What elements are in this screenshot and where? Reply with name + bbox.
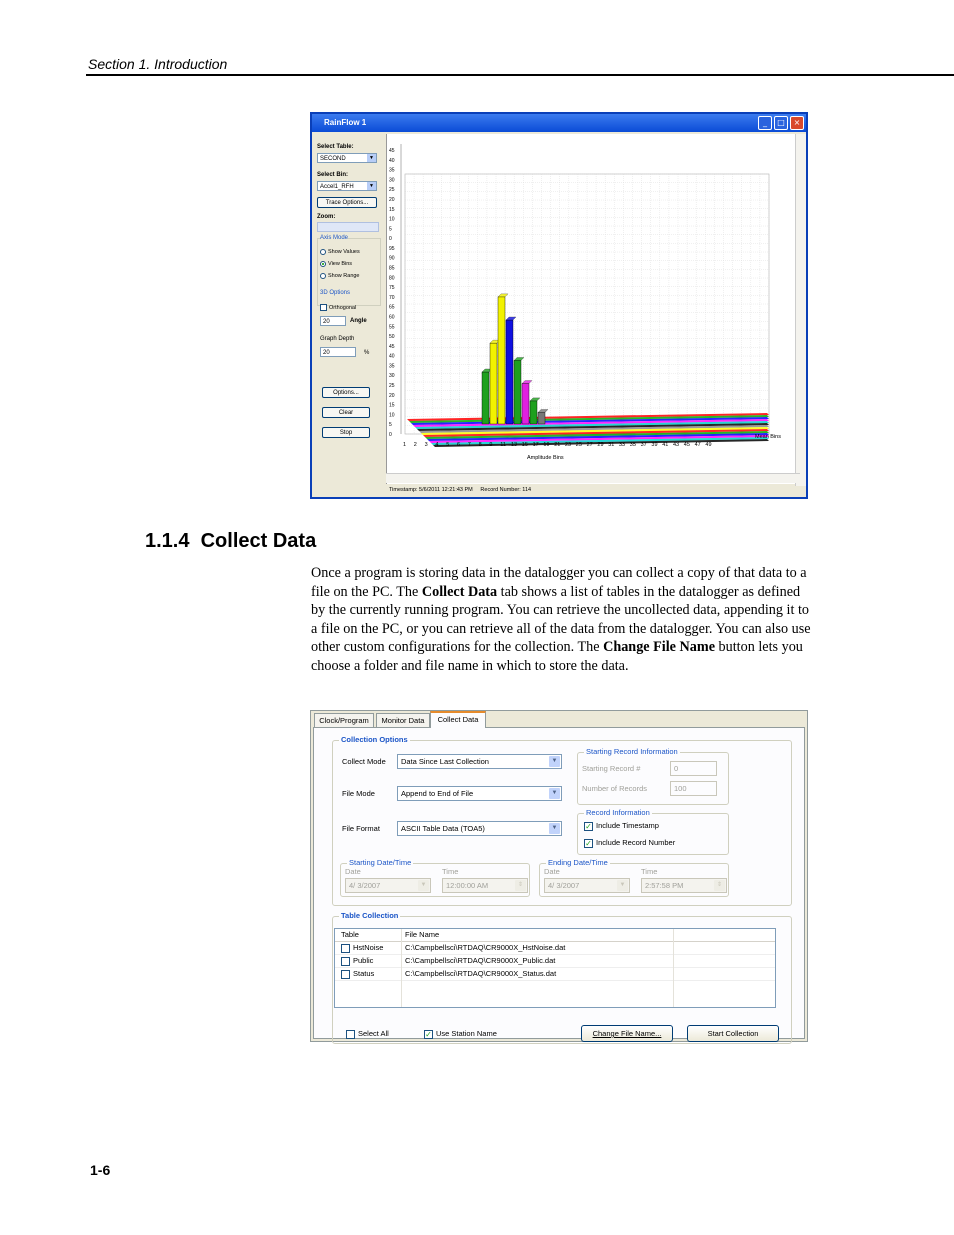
x-tick-label: 6 <box>457 442 461 448</box>
row-checkbox[interactable] <box>341 970 350 979</box>
chart-bar <box>482 372 489 424</box>
ending-datetime-group <box>539 858 729 897</box>
collection-options-group <box>332 735 792 906</box>
chevron-down-icon: ▼ <box>418 880 429 891</box>
chart-bar <box>538 412 545 424</box>
y-tick-label: 50 <box>389 334 395 341</box>
zoom-label: Zoom: <box>317 214 336 220</box>
y-tick-label: 0 <box>389 432 392 438</box>
y-tick-label: 10 <box>389 412 395 419</box>
x-tick-label: 5 <box>446 442 450 448</box>
x-tick-label: 21 <box>554 442 561 448</box>
y-tick-label: 20 <box>389 196 395 203</box>
x-tick-label: 3 <box>424 442 428 448</box>
x-tick-label: 11 <box>500 442 506 448</box>
include-timestamp-checkbox[interactable]: ✓ Include Timestamp <box>585 821 659 831</box>
start-time-picker[interactable]: 12:00:00 AM ⇕ <box>442 878 528 893</box>
status-record-number: Record Number: 114 <box>480 487 532 493</box>
column-separator <box>401 929 402 1007</box>
tab-collect-data[interactable]: Collect Data <box>430 711 486 728</box>
x-tick-label: 47 <box>694 442 701 448</box>
chevron-down-icon: ▼ <box>549 756 560 767</box>
page-number: 1-6 <box>90 1162 111 1178</box>
x-tick-label: 35 <box>629 442 636 448</box>
starting-record-label: Starting Record # <box>582 764 641 773</box>
collect-mode-label: Collect Mode <box>342 757 386 766</box>
select-bin-label: Select Bin: <box>317 172 349 178</box>
running-header: Section 1. Introduction <box>88 56 228 72</box>
y-tick-labels <box>389 148 395 438</box>
x-tick-label: 39 <box>651 442 658 448</box>
end-time-picker[interactable]: 2:57:58 PM ⇕ <box>641 878 727 893</box>
file-mode-select[interactable]: Append to End of File ▼ <box>397 786 562 801</box>
x-tick-label: 17 <box>532 442 539 448</box>
tab-clock-program[interactable]: Clock/Program <box>314 713 374 727</box>
x-tick-label: 13 <box>511 442 518 448</box>
zoom-slider[interactable] <box>317 222 379 232</box>
num-records-label: Number of Records <box>582 784 648 793</box>
start-time-label: Time <box>442 867 459 876</box>
use-station-name-checkbox[interactable]: ✓ Use Station Name <box>425 1029 497 1039</box>
table-collection-title: Table Collection <box>341 911 399 920</box>
end-date-picker[interactable]: 4/ 3/2007 ▼ <box>544 878 630 893</box>
start-date-picker[interactable]: 4/ 3/2007 ▼ <box>345 878 431 893</box>
file-mode-label: File Mode <box>342 789 375 798</box>
table-row[interactable]: Status C:\Campbellsci\RTDAQ\CR9000X_Status.dat <box>335 968 775 981</box>
z-axis-label: Mean Bins <box>755 434 781 440</box>
radio-show-range[interactable]: Show Range <box>320 272 360 280</box>
y-tick-label: 60 <box>389 314 395 321</box>
x-tick-label: 41 <box>662 442 669 448</box>
x-axis-label: Amplitude Bins <box>527 455 564 461</box>
chart-bar <box>490 343 497 424</box>
y-tick-label: 10 <box>389 216 395 223</box>
horizontal-scrollbar[interactable] <box>386 473 800 483</box>
chart-bar <box>506 320 513 424</box>
tab-content <box>313 727 805 1039</box>
vertical-scrollbar[interactable] <box>795 134 806 486</box>
3d-options-label: 3D Options <box>320 290 351 296</box>
y-tick-label: 30 <box>389 373 395 380</box>
collect-data-panel <box>310 710 808 1042</box>
x-tick-label: 8 <box>478 442 482 448</box>
starting-record-input[interactable]: 0 <box>670 761 717 776</box>
table-collection-list <box>334 928 776 1008</box>
y-tick-label: 55 <box>389 324 395 331</box>
x-tick-label: 7 <box>467 442 471 448</box>
col-table-header: Table <box>341 930 359 939</box>
chart-bar <box>514 360 521 424</box>
y-tick-label: 90 <box>389 255 395 262</box>
ending-datetime-title: Ending Date/Time <box>548 858 608 867</box>
minimize-icon[interactable]: _ <box>758 116 772 130</box>
y-tick-label: 25 <box>389 383 395 390</box>
angle-label: Angle <box>350 318 367 324</box>
starting-datetime-group <box>340 858 530 897</box>
file-format-label: File Format <box>342 824 380 833</box>
y-tick-label: 35 <box>389 167 395 174</box>
maximize-icon[interactable]: □ <box>774 116 788 130</box>
close-icon[interactable]: × <box>790 116 804 130</box>
y-tick-label: 15 <box>389 206 395 213</box>
y-tick-label: 45 <box>389 343 395 350</box>
x-tick-label: 33 <box>619 442 626 448</box>
chevron-down-icon: ▼ <box>367 154 376 162</box>
change-file-name-button[interactable]: Change File Name... <box>581 1025 673 1042</box>
y-tick-label: 5 <box>389 226 392 233</box>
angle-spinner[interactable]: 20 <box>320 316 346 326</box>
row-checkbox[interactable] <box>341 944 350 953</box>
x-tick-label: 29 <box>597 442 604 448</box>
tab-monitor-data[interactable]: Monitor Data <box>376 713 430 727</box>
x-tick-label: 31 <box>608 442 615 448</box>
x-tick-label: 45 <box>683 442 690 448</box>
y-tick-label: 75 <box>389 285 395 292</box>
y-tick-label: 70 <box>389 294 395 301</box>
x-tick-label: 43 <box>673 442 680 448</box>
y-tick-label: 65 <box>389 304 395 311</box>
x-tick-label: 2 <box>413 442 417 448</box>
spinner-icon: ⇕ <box>515 880 526 891</box>
rainflow-window <box>310 112 808 499</box>
section-heading: 1.1.4 Collect Data <box>145 530 317 552</box>
graph-depth-unit: % <box>364 350 370 356</box>
orthogonal-checkbox[interactable]: Orthogonal <box>320 304 356 312</box>
x-tick-label: 19 <box>543 442 550 448</box>
graph-depth-spinner[interactable]: 20 <box>320 347 356 357</box>
graph-depth-label: Graph Depth <box>320 336 355 342</box>
y-tick-label: 20 <box>389 392 395 399</box>
starting-record-group <box>577 747 729 805</box>
start-date-label: Date <box>345 867 361 876</box>
y-tick-label: 35 <box>389 363 395 370</box>
record-info-title: Record Information <box>586 808 650 817</box>
y-tick-label: 25 <box>389 187 395 194</box>
trace-options-button[interactable]: Trace Options... <box>317 197 377 208</box>
rainflow-chart-svg <box>387 134 799 484</box>
y-tick-label: 30 <box>389 177 395 184</box>
x-tick-label: 25 <box>575 442 582 448</box>
stop-button[interactable]: Stop <box>322 427 370 438</box>
y-tick-label: 15 <box>389 402 395 409</box>
file-format-select[interactable]: ASCII Table Data (TOA5) ▼ <box>397 821 562 836</box>
num-records-input[interactable]: 100 <box>670 781 717 796</box>
radio-view-bins[interactable]: View Bins <box>320 260 352 268</box>
column-separator <box>673 929 674 1007</box>
options-button[interactable]: Options... <box>322 387 370 398</box>
x-tick-label: 27 <box>586 442 593 448</box>
x-tick-label: 1 <box>403 442 407 448</box>
clear-button[interactable]: Clear <box>322 407 370 418</box>
chevron-down-icon: ▼ <box>549 823 560 834</box>
body-paragraph: Once a program is storing data in the datalogger you can collect a copy of that data to a file on the PC. The Collect Data tab shows a list of tables in the datalogger as defined by the currently running program. You can retrieve the uncollected data, appending it to a file on the PC, or you can retrieve all of the data from the datalogger. You can also use other custom configurations for the collection. The Change File Name button lets you choose a folder and file name in which to store the data. <box>311 565 811 674</box>
row-checkbox[interactable] <box>341 957 350 966</box>
rainflow-3d-chart <box>386 134 799 484</box>
radio-show-values[interactable]: Show Values <box>320 248 360 256</box>
y-tick-label: 80 <box>389 275 395 282</box>
y-tick-label: 40 <box>389 157 395 164</box>
table-row[interactable]: HstNoise C:\Campbellsci\RTDAQ\CR9000X_HstNoise.dat <box>335 942 775 955</box>
starting-record-title: Starting Record Information <box>586 747 678 756</box>
chevron-down-icon: ▼ <box>549 788 560 799</box>
chart-bar <box>498 297 505 424</box>
table-row[interactable]: Public C:\Campbellsci\RTDAQ\CR9000X_Public.dat <box>335 955 775 968</box>
end-time-label: Time <box>641 867 658 876</box>
header-rule <box>86 74 954 76</box>
y-tick-label: 40 <box>389 353 395 360</box>
include-record-number-checkbox[interactable]: ✓ Include Record Number <box>585 838 676 848</box>
axis-mode-label: Axis Mode <box>320 235 349 241</box>
record-info-group <box>577 808 729 855</box>
x-tick-label: 49 <box>705 442 712 448</box>
chevron-down-icon: ▼ <box>367 182 376 190</box>
y-tick-label: 0 <box>389 236 392 243</box>
y-tick-label: 45 <box>389 148 395 154</box>
x-tick-label: 15 <box>521 442 528 448</box>
chart-grid <box>401 144 769 434</box>
chart-bar <box>530 401 537 424</box>
select-all-checkbox[interactable]: Select All <box>346 1029 389 1039</box>
x-tick-label: 37 <box>640 442 647 448</box>
status-bar <box>386 485 806 495</box>
col-file-header: File Name <box>405 930 440 939</box>
status-timestamp: Timestamp: 5/6/2011 12:21:43 PM <box>389 487 473 493</box>
select-table-combo[interactable]: SECOND ▼ <box>317 153 377 163</box>
select-table-label: Select Table: <box>317 144 354 150</box>
x-tick-label: 9 <box>489 442 493 448</box>
starting-datetime-title: Starting Date/Time <box>349 858 412 867</box>
rainflow-sidebar <box>314 134 384 486</box>
y-tick-label: 95 <box>389 245 395 252</box>
x-tick-label: 23 <box>565 442 572 448</box>
select-bin-combo[interactable]: Accel1_RFH ▼ <box>317 181 377 191</box>
collect-mode-select[interactable]: Data Since Last Collection ▼ <box>397 754 562 769</box>
window-title: RainFlow 1 <box>312 114 806 132</box>
y-tick-label: 5 <box>389 422 392 429</box>
chart-bar <box>522 384 529 424</box>
chevron-down-icon: ▼ <box>617 880 628 891</box>
spinner-icon: ⇕ <box>714 880 725 891</box>
end-date-label: Date <box>544 867 560 876</box>
y-tick-label: 85 <box>389 265 395 272</box>
x-tick-label: 4 <box>435 442 439 448</box>
start-collection-button[interactable]: Start Collection <box>687 1025 779 1042</box>
collection-options-title: Collection Options <box>341 735 408 744</box>
